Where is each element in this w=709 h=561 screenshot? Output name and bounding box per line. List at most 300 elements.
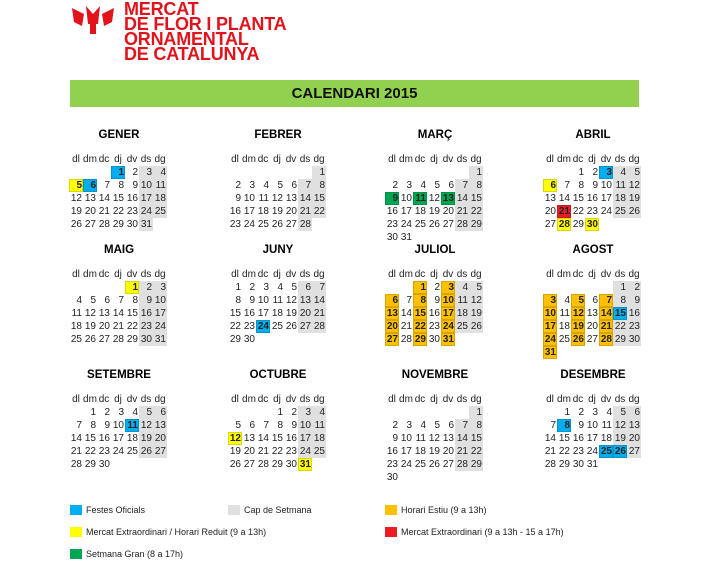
day-cell: 8	[90, 420, 96, 431]
weekday-header: dv	[600, 394, 612, 405]
empty-cell	[270, 166, 284, 179]
day-cell: 25	[257, 219, 269, 230]
day-cell: 9	[592, 180, 598, 191]
day-cell: 17	[442, 308, 454, 319]
weekday-header: dm	[557, 394, 571, 405]
day-cell: 18	[271, 308, 283, 319]
day-cell: 23	[285, 446, 297, 457]
day-cell: 13	[285, 193, 297, 204]
weekday-header: dj	[588, 269, 596, 280]
day-cell: 17	[243, 206, 255, 217]
legend-label: Setmana Gran (8 a 17h)	[86, 549, 184, 559]
day-cell: 20	[628, 433, 640, 444]
day-cell: 9	[392, 433, 398, 444]
month-gener	[69, 127, 169, 231]
day-cell: 13	[154, 420, 166, 431]
day-cell: 20	[154, 433, 166, 444]
weekday-header: dl	[231, 269, 239, 280]
day-cell: 8	[613, 294, 627, 307]
day-cell: 5	[571, 294, 585, 307]
weekday-header: dm	[242, 269, 256, 280]
day-cell: 18	[600, 433, 612, 444]
day-cell: 10	[586, 420, 598, 431]
day-cell: 24	[400, 219, 412, 230]
day-cell: 6	[291, 180, 297, 191]
day-cell: 5	[469, 281, 483, 294]
weekday-header: dg	[470, 154, 482, 165]
day-cell: 16	[386, 446, 398, 457]
day-cell: 26	[614, 446, 626, 457]
month-grid	[543, 393, 643, 471]
day-cell: 1	[413, 281, 427, 294]
day-cell: 12	[271, 193, 283, 204]
day-cell: 10	[400, 193, 412, 204]
day-cell: 20	[98, 321, 110, 332]
day-cell: 15	[470, 193, 482, 204]
day-cell: 14	[98, 193, 110, 204]
weekday-header: dl	[72, 269, 80, 280]
day-cell: 21	[70, 446, 82, 457]
month-name: MARÇ	[417, 129, 453, 141]
legend-swatch	[228, 505, 240, 515]
day-cell: 9	[627, 294, 641, 307]
month-name: NOVEMBRE	[401, 369, 469, 381]
day-cell: 18	[313, 433, 325, 444]
month-name: JULIOL	[414, 244, 456, 256]
day-cell: 29	[126, 334, 138, 345]
day-cell: 25	[558, 334, 570, 345]
day-cell: 10	[243, 193, 255, 204]
legend-swatch	[70, 527, 82, 537]
weekday-header: dg	[470, 394, 482, 405]
month-name: JUNY	[262, 244, 294, 256]
day-cell: 5	[69, 179, 83, 192]
day-cell: 26	[628, 206, 640, 217]
weekday-header: dl	[546, 269, 554, 280]
empty-cell	[585, 281, 599, 294]
weekday-header: dj	[273, 154, 281, 165]
day-cell: 16	[126, 193, 138, 204]
month-grid	[69, 393, 169, 471]
day-cell: 3	[543, 294, 557, 307]
day-cell: 7	[406, 295, 412, 306]
day-cell: 24	[442, 321, 454, 332]
weekday-header: dl	[231, 394, 239, 405]
day-cell: 10	[442, 295, 454, 306]
day-cell: 21	[456, 446, 468, 457]
empty-cell	[284, 166, 298, 179]
weekday-header: dv	[285, 154, 297, 165]
month-name: AGOST	[572, 244, 614, 256]
day-cell: 15	[84, 433, 96, 444]
weekday-header: dg	[313, 394, 325, 405]
day-cell: 2	[392, 420, 398, 431]
day-cell: 4	[564, 295, 570, 306]
day-cell: 17	[544, 321, 556, 332]
day-cell: 24	[243, 219, 255, 230]
day-cell: 8	[132, 295, 138, 306]
day-cell: 5	[139, 406, 153, 419]
day-cell: 16	[243, 308, 255, 319]
day-cell: 27	[386, 334, 398, 345]
day-cell: 8	[312, 179, 326, 192]
day-cell: 20	[442, 446, 454, 457]
logo-line: DE CATALUNYA	[124, 44, 260, 64]
day-cell: 27	[544, 219, 556, 230]
day-cell: 14	[299, 193, 311, 204]
day-cell: 22	[614, 321, 626, 332]
weekday-header: dv	[442, 394, 454, 405]
day-cell: 10	[257, 295, 269, 306]
weekday-header: dc	[572, 394, 584, 405]
day-cell: 25	[614, 206, 626, 217]
day-cell: 17	[586, 433, 598, 444]
day-cell: 5	[434, 180, 440, 191]
month-grid	[385, 393, 485, 484]
month-name: GENER	[98, 129, 140, 141]
weekday-header: ds	[456, 154, 468, 165]
day-cell: 6	[385, 294, 399, 307]
day-cell: 28	[70, 459, 82, 470]
day-cell: 12	[70, 193, 82, 204]
empty-cell	[69, 281, 83, 294]
day-cell: 13	[299, 295, 311, 306]
day-cell: 30	[386, 232, 398, 243]
day-cell: 19	[470, 308, 482, 319]
weekday-header: ds	[140, 154, 152, 165]
day-cell: 17	[140, 193, 152, 204]
empty-cell	[413, 166, 427, 179]
day-cell: 3	[406, 180, 412, 191]
empty-cell	[557, 166, 571, 179]
weekday-header: dm	[399, 394, 413, 405]
day-cell: 21	[112, 321, 124, 332]
day-cell: 4	[613, 166, 627, 179]
day-cell: 5	[277, 180, 283, 191]
empty-cell	[413, 406, 427, 419]
day-cell: 20	[299, 308, 311, 319]
day-cell: 13	[442, 433, 454, 444]
weekday-header: dj	[430, 154, 438, 165]
weekday-header: dl	[388, 394, 396, 405]
day-cell: 4	[420, 420, 426, 431]
day-cell: 3	[441, 281, 455, 294]
month-grid	[69, 153, 169, 231]
weekday-header: ds	[140, 269, 152, 280]
day-cell: 19	[572, 321, 584, 332]
day-cell: 25	[271, 321, 283, 332]
day-cell: 22	[112, 206, 124, 217]
day-cell: 20	[544, 206, 556, 217]
day-cell: 6	[249, 420, 255, 431]
day-cell: 14	[600, 308, 612, 319]
day-cell: 14	[112, 308, 124, 319]
day-cell: 19	[614, 433, 626, 444]
day-cell: 25	[414, 459, 426, 470]
empty-cell	[399, 281, 413, 294]
day-cell: 24	[586, 446, 598, 457]
day-cell: 14	[456, 193, 468, 204]
weekday-header: ds	[456, 394, 468, 405]
day-cell: 10	[400, 433, 412, 444]
day-cell: 19	[271, 206, 283, 217]
day-cell: 12	[140, 420, 152, 431]
day-cell: 27	[586, 334, 598, 345]
day-cell: 29	[414, 334, 426, 345]
day-cell: 10	[140, 180, 152, 191]
day-cell: 1	[564, 407, 570, 418]
legend-item	[70, 527, 266, 537]
day-cell: 24	[400, 459, 412, 470]
day-cell: 4	[606, 407, 612, 418]
day-cell: 24	[112, 446, 124, 457]
day-cell: 22	[414, 321, 426, 332]
day-cell: 15	[414, 308, 426, 319]
day-cell: 18	[70, 321, 82, 332]
empty-cell	[385, 281, 399, 294]
day-cell: 22	[271, 446, 283, 457]
weekday-header: dv	[126, 269, 138, 280]
day-cell: 23	[428, 321, 440, 332]
empty-cell	[228, 166, 242, 179]
day-cell: 19	[229, 446, 241, 457]
day-cell: 31	[442, 334, 454, 345]
day-cell: 27	[243, 459, 255, 470]
weekday-header: dg	[313, 269, 325, 280]
day-cell: 11	[455, 294, 469, 307]
day-cell: 23	[386, 459, 398, 470]
weekday-header: dc	[572, 269, 584, 280]
month-febrer	[228, 127, 328, 231]
day-cell: 23	[229, 219, 241, 230]
legend-label: Festes Oficials	[86, 505, 146, 515]
legend-item	[70, 549, 183, 559]
day-cell: 4	[76, 295, 82, 306]
day-cell: 10	[544, 308, 556, 319]
weekday-header: dv	[285, 394, 297, 405]
day-cell: 21	[98, 206, 110, 217]
day-cell: 19	[428, 446, 440, 457]
day-cell: 12	[229, 433, 241, 444]
day-cell: 1	[277, 407, 283, 418]
day-cell: 26	[229, 459, 241, 470]
empty-cell	[69, 166, 83, 179]
day-cell: 11	[613, 179, 627, 192]
day-cell: 20	[285, 206, 297, 217]
day-cell: 26	[428, 219, 440, 230]
legend-swatch	[70, 549, 82, 559]
day-cell: 14	[70, 433, 82, 444]
month-grid	[228, 153, 328, 231]
day-cell: 11	[125, 419, 139, 432]
day-cell: 9	[132, 180, 138, 191]
day-cell: 5	[90, 295, 96, 306]
legend-item	[385, 505, 487, 515]
day-cell: 14	[558, 193, 570, 204]
weekday-header: dj	[114, 269, 122, 280]
day-cell: 4	[263, 180, 269, 191]
day-cell: 11	[415, 433, 426, 444]
empty-cell	[441, 166, 455, 179]
day-cell: 1	[90, 407, 96, 418]
day-cell: 8	[469, 179, 483, 192]
weekday-header: dg	[628, 269, 640, 280]
day-cell: 15	[572, 193, 584, 204]
weekday-header: dc	[98, 154, 110, 165]
day-cell: 11	[153, 179, 167, 192]
weekday-header: dm	[399, 269, 413, 280]
weekday-header: dc	[98, 269, 110, 280]
weekday-header: dl	[546, 154, 554, 165]
weekday-header: ds	[299, 394, 311, 405]
day-cell: 2	[291, 407, 297, 418]
day-cell: 7	[312, 281, 326, 294]
day-cell: 14	[544, 433, 556, 444]
day-cell: 2	[139, 281, 153, 294]
weekday-header: dl	[546, 394, 554, 405]
day-cell: 15	[229, 308, 241, 319]
weekday-header: dv	[600, 269, 612, 280]
day-cell: 6	[83, 179, 97, 192]
day-cell: 12	[470, 295, 482, 306]
day-cell: 16	[586, 193, 598, 204]
day-cell: 3	[298, 406, 312, 419]
day-cell: 13	[586, 308, 598, 319]
day-cell: 9	[249, 295, 255, 306]
empty-cell	[571, 281, 585, 294]
day-cell: 12	[572, 308, 584, 319]
day-cell: 9	[434, 295, 440, 306]
weekday-header: dj	[430, 269, 438, 280]
day-cell: 26	[70, 219, 82, 230]
weekday-header: dj	[588, 154, 596, 165]
day-cell: 11	[312, 419, 326, 432]
day-cell: 30	[126, 219, 138, 230]
day-cell: 30	[140, 334, 152, 345]
weekday-header: dl	[72, 394, 80, 405]
day-cell: 4	[153, 166, 167, 179]
day-cell: 3	[249, 180, 255, 191]
month-grid	[543, 268, 643, 359]
month-maig	[69, 242, 169, 346]
logo	[70, 2, 286, 62]
day-cell: 21	[299, 206, 311, 217]
weekday-header: dm	[399, 154, 413, 165]
weekday-header: dv	[442, 154, 454, 165]
weekday-header: dl	[388, 154, 396, 165]
weekday-header: dv	[126, 394, 138, 405]
empty-cell	[427, 166, 441, 179]
day-cell: 13	[386, 308, 398, 319]
day-cell: 15	[271, 433, 283, 444]
day-cell: 13	[98, 308, 110, 319]
day-cell: 28	[544, 459, 556, 470]
day-cell: 6	[448, 420, 454, 431]
day-cell: 16	[285, 433, 297, 444]
day-cell: 20	[586, 321, 598, 332]
legend-swatch	[385, 527, 397, 537]
day-cell: 29	[572, 219, 584, 230]
day-cell: 19	[428, 206, 440, 217]
day-cell: 30	[98, 459, 110, 470]
day-cell: 23	[140, 321, 152, 332]
weekday-header: dl	[231, 154, 239, 165]
weekday-header: ds	[614, 269, 626, 280]
day-cell: 29	[271, 459, 283, 470]
weekday-header: dg	[628, 394, 640, 405]
day-cell: 28	[112, 334, 124, 345]
day-cell: 11	[272, 295, 283, 306]
day-cell: 23	[572, 446, 584, 457]
month-grid	[228, 393, 328, 471]
day-cell: 11	[413, 192, 427, 205]
day-cell: 3	[139, 166, 153, 179]
day-cell: 2	[249, 282, 255, 293]
weekday-header: ds	[614, 394, 626, 405]
day-cell: 10	[600, 180, 612, 191]
day-cell: 8	[118, 180, 124, 191]
legend-label: Cap de Setmana	[244, 505, 312, 515]
weekday-header: dj	[273, 394, 281, 405]
day-cell: 22	[470, 446, 482, 457]
day-cell: 25	[456, 321, 468, 332]
day-cell: 12	[428, 193, 440, 204]
day-cell: 18	[456, 308, 468, 319]
day-cell: 1	[613, 281, 627, 294]
day-cell: 13	[544, 193, 556, 204]
day-cell: 6	[448, 180, 454, 191]
month-grid	[69, 268, 169, 346]
weekday-header: ds	[299, 154, 311, 165]
weekday-header: dg	[470, 269, 482, 280]
weekday-header: dg	[628, 154, 640, 165]
month-juny	[228, 242, 328, 346]
day-cell: 8	[235, 295, 241, 306]
weekday-header: dv	[126, 154, 138, 165]
day-cell: 2	[592, 167, 598, 178]
day-cell: 18	[414, 206, 426, 217]
day-cell: 26	[271, 219, 283, 230]
empty-cell	[385, 166, 399, 179]
day-cell: 1	[578, 167, 584, 178]
day-cell: 7	[298, 179, 312, 192]
day-cell: 31	[140, 219, 152, 230]
day-cell: 14	[313, 295, 325, 306]
day-cell: 12	[428, 433, 440, 444]
day-cell: 18	[614, 193, 626, 204]
empty-cell	[111, 281, 125, 294]
day-cell: 12	[628, 180, 640, 191]
day-cell: 6	[104, 295, 110, 306]
day-cell: 31	[299, 459, 311, 470]
day-cell: 13	[84, 193, 96, 204]
weekday-header: dj	[114, 394, 122, 405]
day-cell: 11	[601, 420, 612, 431]
legend-swatch	[70, 505, 82, 515]
day-cell: 27	[628, 446, 640, 457]
day-cell: 28	[98, 219, 110, 230]
day-cell: 29	[614, 334, 626, 345]
day-cell: 7	[564, 180, 570, 191]
day-cell: 24	[544, 334, 556, 345]
day-cell: 9	[104, 420, 110, 431]
day-cell: 26	[572, 334, 584, 345]
day-cell: 22	[126, 321, 138, 332]
month-desembre	[543, 367, 643, 471]
day-cell: 9	[235, 193, 241, 204]
day-cell: 23	[243, 321, 255, 332]
empty-cell	[455, 406, 469, 419]
